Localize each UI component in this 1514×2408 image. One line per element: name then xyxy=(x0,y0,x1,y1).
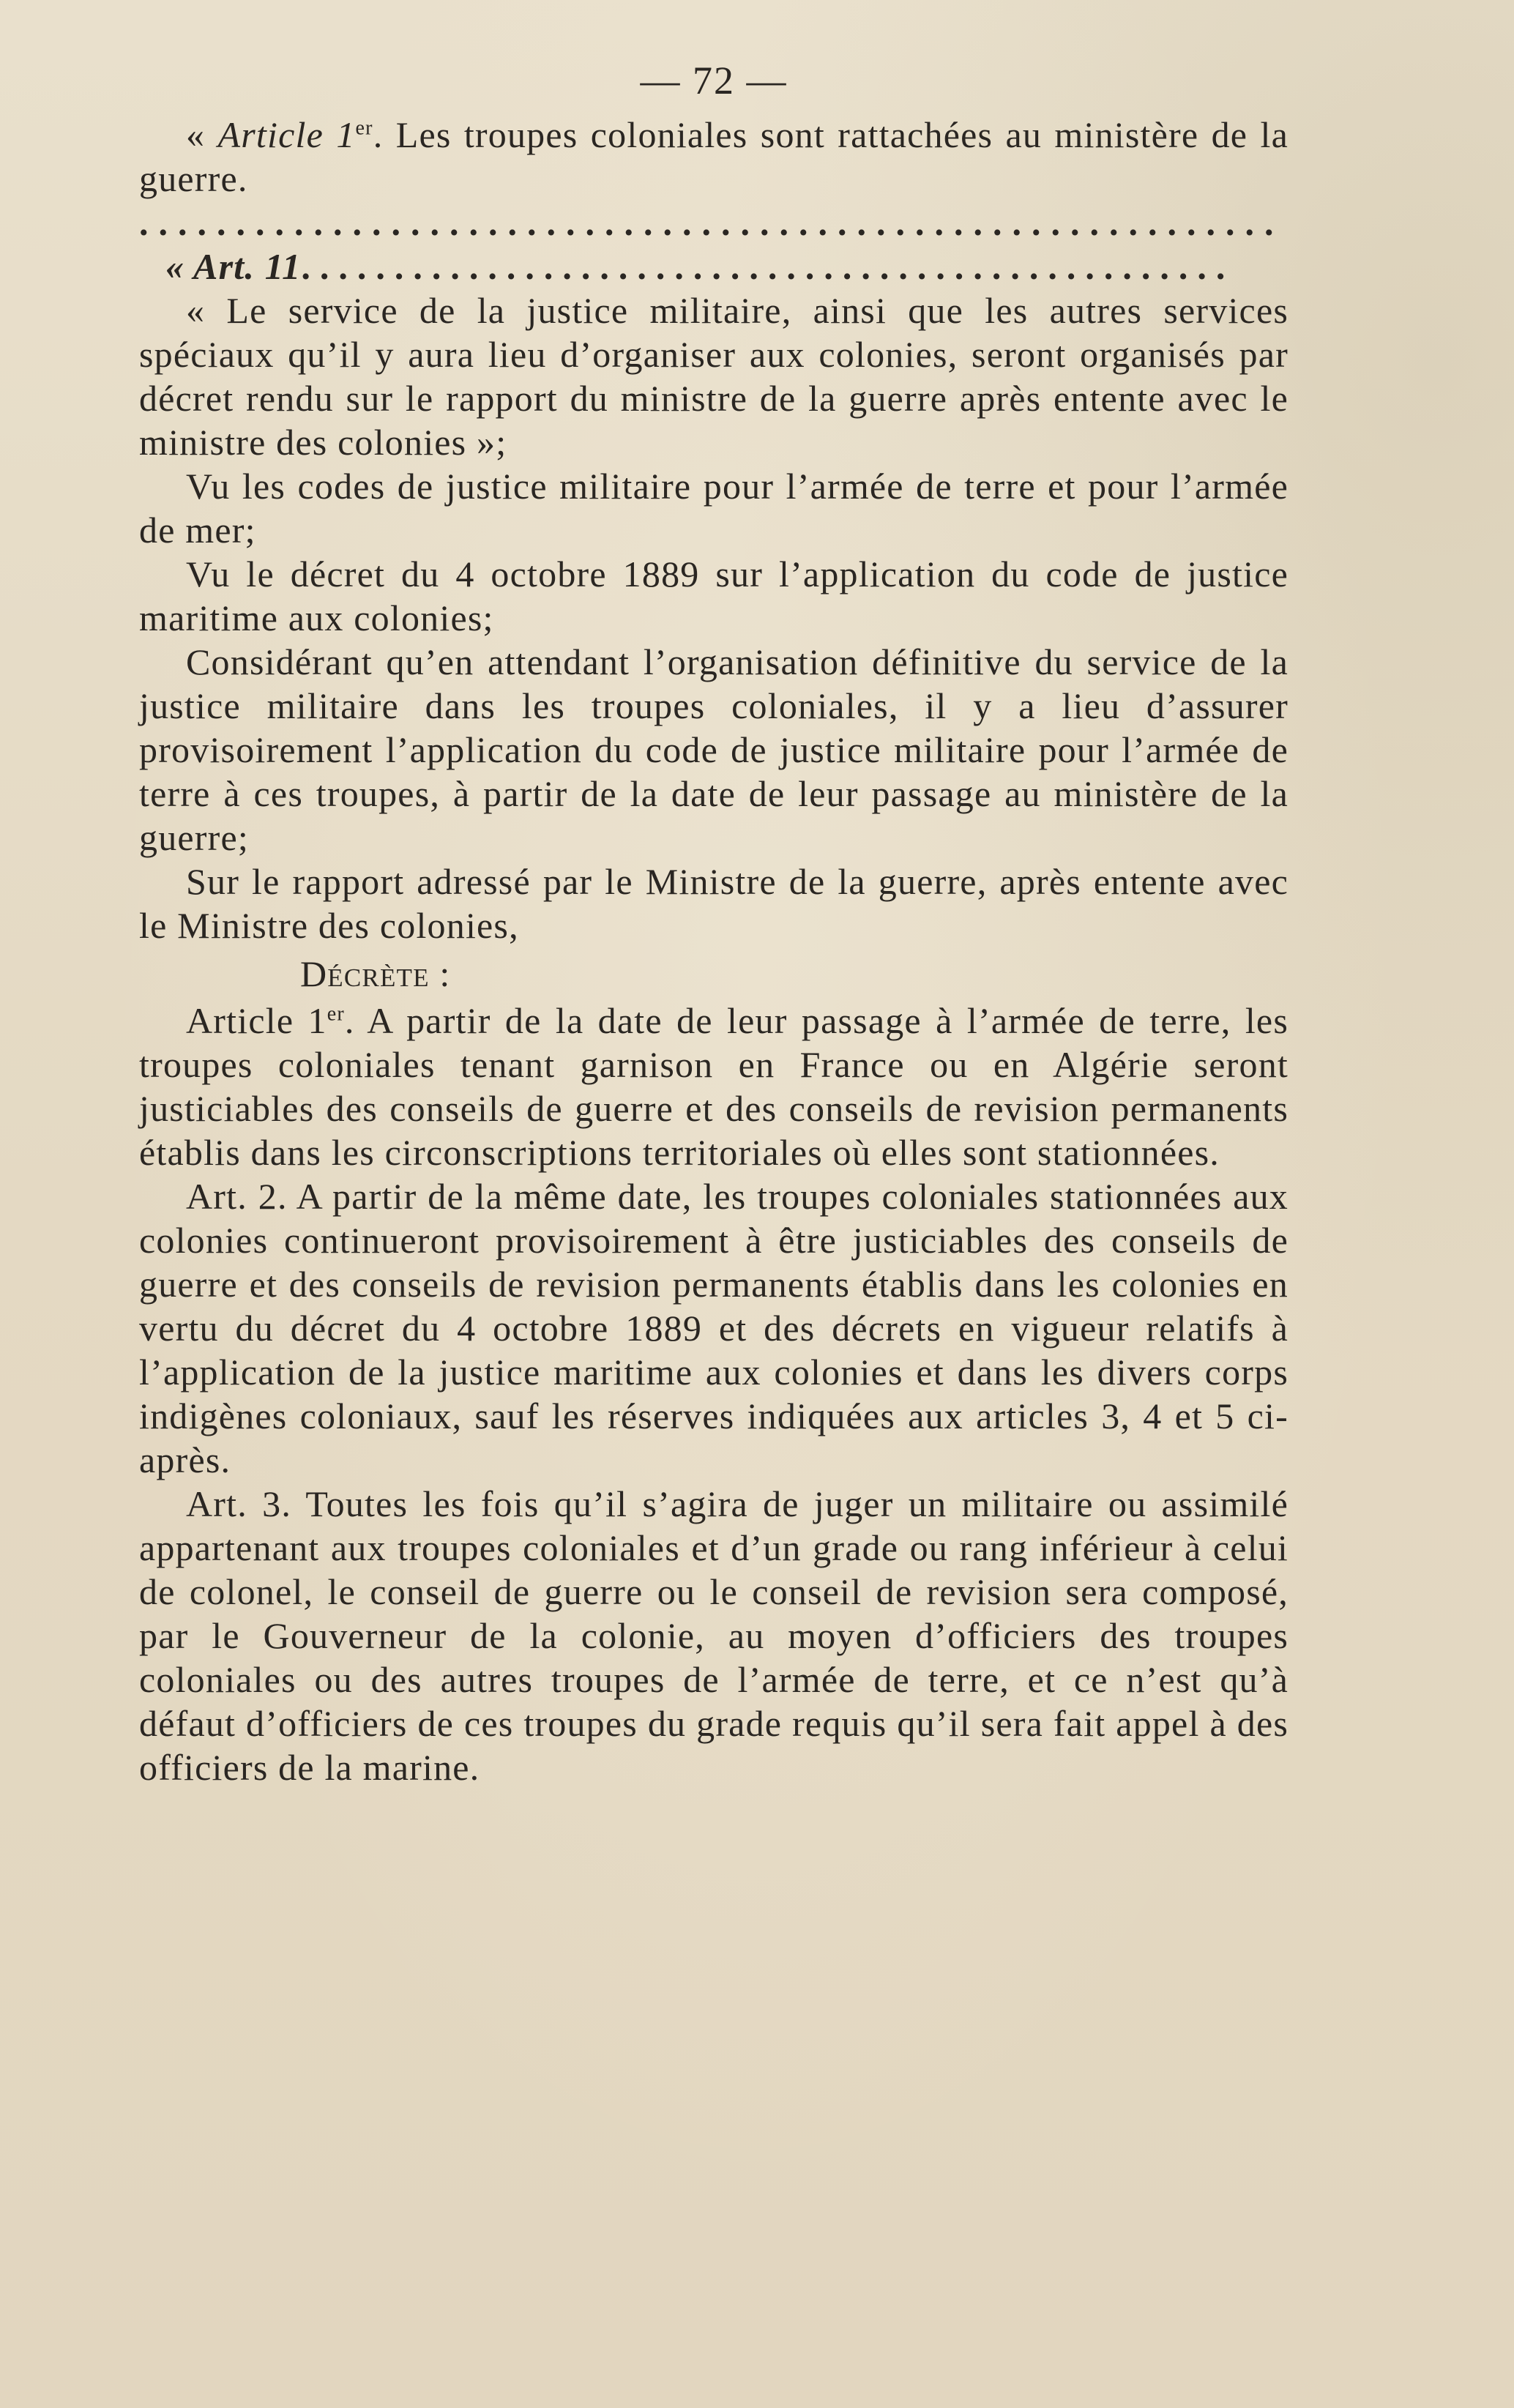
paragraph-considerant: Considérant qu’en attendant l’organisation définitive du service de la justice militaire dans les troupes coloniales, il y a lieu d’assurer provisoirement l’application du code de justice militaire pour l’armée de terre à ces troupes, à partir de la date de leur passage au ministère de la guerre; xyxy=(139,641,1289,858)
paragraph-body: . Les troupes coloniales sont rattachées au ministère de la guerre. xyxy=(139,114,1289,199)
paragraph-vu-codes: Vu les codes de justice militaire pour l’armée de terre et pour l’armée de mer; xyxy=(139,466,1289,551)
decrete-heading: Décrète : xyxy=(300,953,451,994)
page-number: — 72 — xyxy=(640,59,788,102)
ellipsis-line: ........................................................... xyxy=(139,202,1284,243)
paragraph-sur-rapport: Sur le rapport adressé par le Ministre de la guerre, après entente avec le Ministre des colonies, xyxy=(139,861,1289,946)
article-1-label: Article 1 xyxy=(186,1000,327,1041)
article-11-label: « Art. 11 xyxy=(165,246,302,287)
page-text xyxy=(139,59,1289,1789)
superscript-er: er xyxy=(355,116,373,140)
article-11-dots: .................................................. xyxy=(301,246,1235,287)
article-11-line xyxy=(139,245,1289,288)
paragraph-article-1-decree xyxy=(139,999,1289,1174)
superscript-er-2: er xyxy=(327,1002,345,1026)
article-1-body: . A partir de la date de leur passage à l’armée de terre, les troupes coloniales tenant garnison en France ou en Algérie seront justiciables des conseils de guerre et des conseils de revision permanents établis dans les circonscriptions territoriales où elles sont stationnées. xyxy=(139,1000,1289,1173)
paragraph-article-3: Art. 3. Toutes les fois qu’il s’agira de juger un militaire ou assimilé appartenant aux troupes coloniales et d’un grade ou rang inférieur à celui de colonel, le conseil de guerre ou le conseil de revision sera composé, par le Gouverneur de la colonie, au moyen d’officiers des troupes coloniales ou des autres troupes de l’armée de terre, et ce n’est qu’à défaut d’officiers de ces troupes du grade requis qu’il sera fait appel à des officiers de la marine. xyxy=(139,1483,1289,1788)
paragraph-vu-decret: Vu le décret du 4 octobre 1889 sur l’application du code de justice maritime aux colonies; xyxy=(139,553,1289,638)
paragraph-service-justice: « Le service de la justice militaire, ainsi que les autres services spéciaux qu’il y aura lieu d’organiser aux colonies, seront organisés par décret rendu sur le rapport du ministre de la guerre après entente avec le ministre des colonies »; xyxy=(139,290,1289,463)
paragraph-article-2: Art. 2. A partir de la même date, les troupes coloniales stationnées aux colonies continueront provisoirement à être justiciables des conseils de guerre et des conseils de revision permanents établis dans les colonies en vertu du décret du 4 octobre 1889 et des décrets en vigueur relatifs à l’application de la justice maritime aux colonies et dans les divers corps indigènes coloniaux, sauf les réserves indiquées aux articles 3, 4 et 5 ci-après. xyxy=(139,1176,1289,1480)
paragraph-prefix: « xyxy=(186,114,218,155)
article-label: Article 1 xyxy=(217,114,356,155)
paragraph-article-1 xyxy=(139,113,1289,201)
